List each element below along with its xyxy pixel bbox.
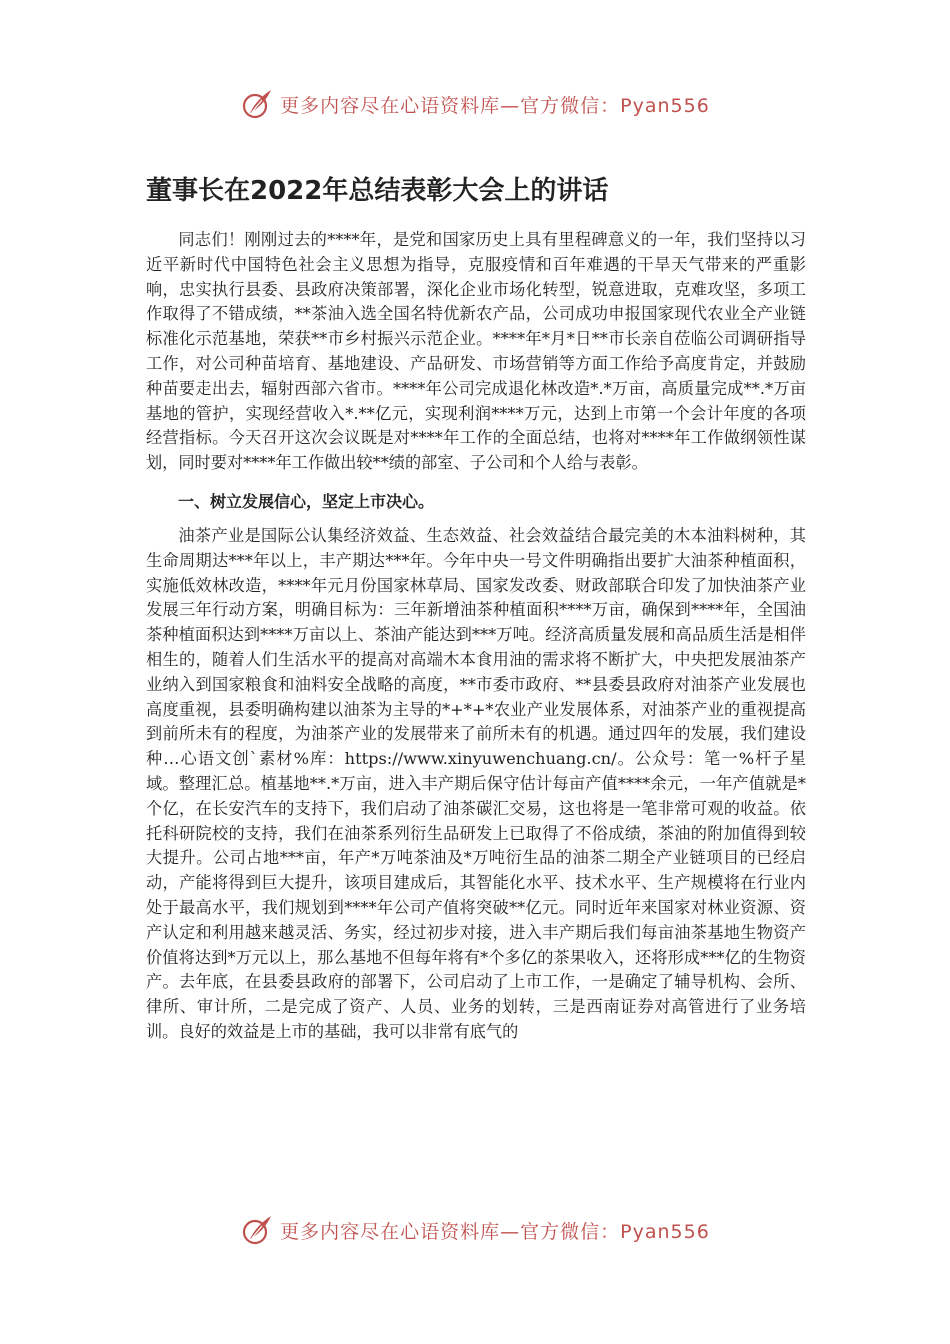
paragraph-section-1: 油茶产业是国际公认集经济效益、生态效益、社会效益结合最完美的木本油料树种，其生命周期达***年以上，丰产期达***年。今年中央一号文件明确指出要扩大油茶种植面积，实施低效林改造，****年元月份国家林草局、国家发改委、财政部联合印发了加快油茶产业发展三年行动方案，明确目标为：三年新增油茶种植面积****万亩，确保到****年，全国油茶种植面积达到****万亩以上、茶油产能达到***万吨。经济高质量发展和高品质生活是相伴相生的，随着人们生活水平的提高对高端木本食用油的需求将不断扩大，中央把发展油茶产业纳入到国家粮食和油料安全战略的高度，**市委市政府、**县委县政府对油茶产业发展也高度重视，县委明确构建以油茶为主导的*+*+*农业产业发展体系，对油茶产业的重视提高到前所未有的程度，为油茶产业的发展带来了前所未有的机遇。通过四年的发展，我们建设种…心语文创`素材%库：https://www.xinyuwenchuang.cn/。公众号：笔一%杆子星域。整理汇总。植基地**.*万亩，进入丰产期后保守估计每亩产值****余元，一年产值就是*个亿，在长安汽车的支持下，我们启动了油茶碳汇交易，这也将是一笔非常可观的收益。依托科研院校的支持，我们在油茶系列衍生品研发上已取得了不俗成绩，茶油的附加值得到较大提升。公司占地***亩，年产*万吨茶油及*万吨衍生品的油茶二期全产业链项目的已经启动，产能将得到巨大提升，该项目建成后，其智能化水平、技术水平、生产规模将在行业内处于最高水平，我们规划到****年公司产值将突破**亿元。同时近年来国家对林业资源、资产认定和利用越来越灵活、务实，经过初步对接，进入丰产期后我们每亩油茶基地生物资产价值将达到*万元以上，那么基地不但每年将有*个多亿的茶果收入，还将形成***亿的生物资产。去年底，在县委县政府的部署下，公司启动了上市工作，一是确定了辅导机构、会所、律所、审计所，二是完成了资产、人员、业务的划转，三是西南证券对高管进行了业务培训。良好的效益是上市的基础，我可以非常有底气的 [146,525,806,1041]
feather-pen-circle-icon [240,1213,274,1247]
watermark-text: 更多内容尽在心语资料库—官方微信：Pyan556 [280,94,710,117]
watermark-banner-top [0,84,950,124]
document-body [146,228,806,1045]
paragraph-opening: 同志们！刚刚过去的****年，是党和国家历史上具有里程碑意义的一年，我们坚持以习近平新时代中国特色社会主义思想为指导，克服疫情和百年难遇的干旱天气带来的严重影响，忠实执行县委、县政府决策部署，深化企业市场化转型，锐意进取，克难攻坚，多项工作取得了不错成绩，**茶油入选全国名特优新农产品，公司成功申报国家现代农业全产业链标准化示范基地，荣获**市乡村振兴示范企业。****年*月*日**市长亲自莅临公司调研指导工作，对公司种苗培育、基地建设、产品研发、市场营销等方面工作给予高度肯定，并鼓励种苗要走出去，辐射西部六省市。****年公司完成退化林改造*.*万亩，高质量完成**.*万亩基地的管护，实现经营收入*.**亿元，实现利润****万元，达到上市第一个会计年度的各项经营指标。今天召开这次会议既是对****年工作的全面总结，也将对****年工作做纲领性谋划，同时要对****年工作做出较**绩的部室、子公司和个人给与表彰。 [146,230,806,473]
feather-pen-circle-icon [240,87,274,121]
section-heading: 一、树立发展信心，坚定上市决心。 [178,491,435,511]
watermark-banner-bottom [0,1210,950,1250]
watermark-text: 更多内容尽在心语资料库—官方微信：Pyan556 [280,1220,710,1243]
document-title: 董事长在2022年总结表彰大会上的讲话 [146,176,609,206]
